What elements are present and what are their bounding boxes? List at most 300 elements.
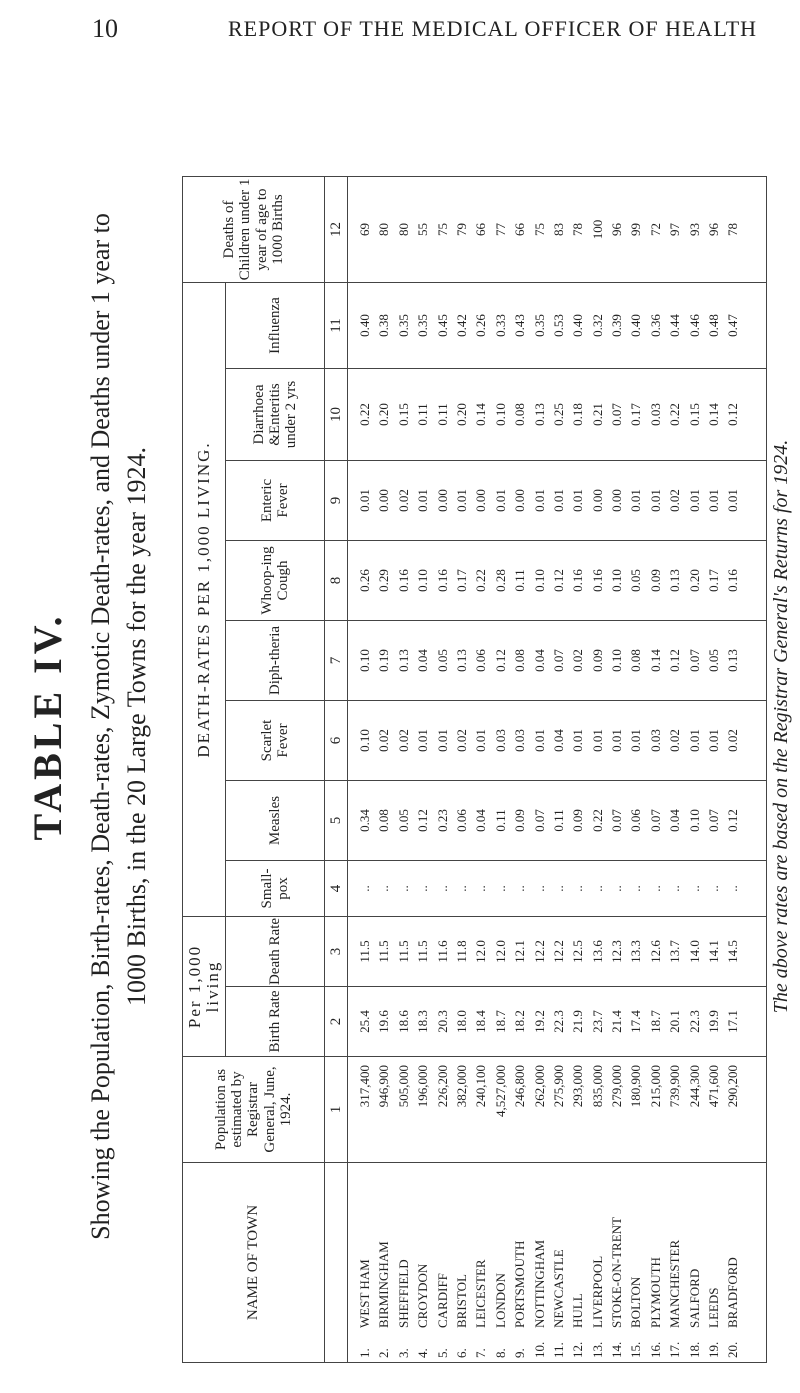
cell-smallpox: .. bbox=[667, 885, 683, 892]
colnum-1: 1 bbox=[325, 1057, 348, 1163]
cell-diph: 0.14 bbox=[647, 649, 663, 672]
cell-smallpox: .. bbox=[725, 885, 741, 892]
cell-diarr: 0.11 bbox=[434, 403, 450, 426]
cell-measles: 0.07 bbox=[706, 809, 722, 832]
cell-diph: 0.19 bbox=[376, 649, 392, 672]
cell-pop: 4,527,000 bbox=[492, 1065, 508, 1117]
cell-town bbox=[358, 1163, 377, 1362]
cell-town bbox=[649, 1163, 668, 1362]
cell-measles: 0.06 bbox=[453, 809, 469, 832]
town-name: PLYMOUTH bbox=[647, 1257, 663, 1328]
rotated-page bbox=[0, 60, 800, 1393]
cell-infl: 0.35 bbox=[531, 314, 547, 337]
column-smallpox bbox=[358, 861, 746, 916]
column-number-row bbox=[325, 177, 348, 1363]
cell-death: 13.3 bbox=[628, 940, 644, 963]
cell-enteric: 0.00 bbox=[473, 489, 489, 512]
table-subtitle-line-1: Showing the Population, Birth-rates, Death-rates, Zymotic Death-rates, and Deaths under 1 year to bbox=[86, 213, 115, 1240]
cell-town bbox=[688, 1163, 707, 1362]
cell-death: 12.2 bbox=[531, 940, 547, 963]
cell-measles: 0.04 bbox=[667, 809, 683, 832]
cell-enteric: 0.01 bbox=[570, 489, 586, 512]
column-death-rate bbox=[358, 917, 746, 986]
cell-birth: 18.4 bbox=[473, 1010, 489, 1033]
header-smallpox: Small-pox bbox=[226, 861, 325, 917]
cell-diarr: 0.22 bbox=[667, 403, 683, 426]
cell-smallpox: .. bbox=[706, 885, 722, 892]
cell-enteric: 0.01 bbox=[415, 489, 431, 512]
cell-scarlet: 0.01 bbox=[531, 729, 547, 752]
cell-pop: 317,400 bbox=[357, 1065, 372, 1108]
cell-infant: 100 bbox=[589, 219, 605, 240]
cell-birth: 21.4 bbox=[609, 1010, 625, 1033]
cell-smallpox: .. bbox=[395, 885, 411, 892]
cell-pop: 215,000 bbox=[647, 1065, 663, 1108]
cell-death: 12.0 bbox=[473, 940, 489, 963]
cell-birth: 18.3 bbox=[415, 1010, 431, 1033]
cell-smallpox: .. bbox=[531, 885, 547, 892]
cell-town bbox=[436, 1163, 455, 1362]
cell-birth: 18.2 bbox=[512, 1010, 528, 1033]
cell-pop: 293,000 bbox=[570, 1065, 586, 1108]
cell-whoop: 0.16 bbox=[570, 569, 586, 592]
cell-infant: 96 bbox=[706, 223, 722, 236]
cell-infant: 75 bbox=[531, 223, 547, 236]
cell-scarlet: 0.03 bbox=[492, 729, 508, 752]
cell-diph: 0.12 bbox=[667, 649, 683, 672]
cell-enteric: 0.01 bbox=[706, 489, 722, 512]
header-influenza: Influenza bbox=[226, 283, 325, 369]
cell-scarlet: 0.02 bbox=[453, 729, 469, 752]
cell-scarlet: 0.10 bbox=[357, 729, 372, 752]
cell-enteric: 0.00 bbox=[376, 489, 392, 512]
cell-infl: 0.40 bbox=[357, 314, 372, 337]
cell-diph: 0.10 bbox=[609, 649, 625, 672]
cell-infl: 0.35 bbox=[395, 314, 411, 337]
cell-smallpox: .. bbox=[357, 885, 372, 892]
cell-pop: 505,000 bbox=[395, 1065, 411, 1108]
colnum-3: 3 bbox=[325, 917, 348, 987]
cell-death: 11.8 bbox=[453, 940, 469, 963]
cell-birth: 17.4 bbox=[628, 1010, 644, 1033]
cell-enteric: 0.02 bbox=[667, 489, 683, 512]
cell-whoop: 0.09 bbox=[647, 569, 663, 592]
colnum-town bbox=[325, 1163, 348, 1363]
table-title: TABLE IV. bbox=[25, 612, 70, 841]
cell-scarlet: 0.01 bbox=[415, 729, 431, 752]
colnum-5: 5 bbox=[325, 781, 348, 861]
cell-whoop: 0.10 bbox=[415, 569, 431, 592]
header-infant-deaths: Deaths of Children under 1 year of age to 1000 Births bbox=[183, 177, 325, 283]
column-enteric-fever bbox=[358, 461, 746, 540]
cell-measles: 0.12 bbox=[415, 809, 431, 832]
rotated-table-area bbox=[0, 60, 800, 1393]
cell-birth: 25.4 bbox=[357, 1010, 372, 1033]
header-birth-rate: Birth Rate bbox=[226, 987, 325, 1057]
cell-pop: 382,000 bbox=[453, 1065, 469, 1108]
cell-infant: 80 bbox=[376, 223, 392, 236]
cell-infl: 0.33 bbox=[492, 314, 508, 337]
town-name: BIRMINGHAM bbox=[376, 1241, 392, 1328]
colnum-9: 9 bbox=[325, 461, 348, 541]
header-diphtheria: Diph-theria bbox=[226, 621, 325, 701]
cell-diph: 0.05 bbox=[434, 649, 450, 672]
cell-birth: 22.3 bbox=[550, 1010, 566, 1033]
column-birth-rate bbox=[358, 987, 746, 1056]
cell-death: 12.0 bbox=[492, 940, 508, 963]
town-name: NEWCASTLE bbox=[550, 1249, 566, 1328]
header-death-rates-group: DEATH-RATES PER 1,000 LIVING. bbox=[183, 283, 226, 917]
cell-smallpox: .. bbox=[473, 885, 489, 892]
cell-infl: 0.26 bbox=[473, 314, 489, 337]
cell-town bbox=[494, 1163, 513, 1362]
cell-pop: 180,900 bbox=[628, 1065, 644, 1108]
cell-diarr: 0.20 bbox=[376, 403, 392, 426]
cell-infl: 0.43 bbox=[512, 314, 528, 337]
cell-measles: 0.07 bbox=[609, 809, 625, 832]
cell-town bbox=[455, 1163, 474, 1362]
statistics-table bbox=[182, 176, 767, 1363]
cell-town bbox=[571, 1163, 590, 1362]
cell-pop: 739,900 bbox=[667, 1065, 683, 1108]
cell-whoop: 0.16 bbox=[434, 569, 450, 592]
cell-whoop: 0.10 bbox=[531, 569, 547, 592]
cell-whoop: 0.28 bbox=[492, 569, 508, 592]
cell-smallpox: .. bbox=[415, 885, 431, 892]
row-index: 19. bbox=[706, 1341, 722, 1358]
cell-birth: 17.1 bbox=[725, 1010, 741, 1033]
cell-diarr: 0.03 bbox=[647, 403, 663, 426]
row-index: 11. bbox=[550, 1342, 566, 1358]
cell-town bbox=[726, 1163, 745, 1362]
cell-birth: 21.9 bbox=[570, 1010, 586, 1033]
cell-smallpox: .. bbox=[512, 885, 528, 892]
cell-diarr: 0.18 bbox=[570, 403, 586, 426]
cell-scarlet: 0.01 bbox=[609, 729, 625, 752]
cell-whoop: 0.11 bbox=[512, 569, 528, 592]
cell-town bbox=[416, 1163, 435, 1362]
cell-infl: 0.45 bbox=[434, 314, 450, 337]
cell-enteric: 0.00 bbox=[434, 489, 450, 512]
cell-death: 14.5 bbox=[725, 940, 741, 963]
cell-measles: 0.09 bbox=[570, 809, 586, 832]
cell-infl: 0.42 bbox=[453, 314, 469, 337]
row-index: 13. bbox=[589, 1341, 605, 1358]
cell-measles: 0.12 bbox=[725, 809, 741, 832]
row-index: 5. bbox=[434, 1348, 450, 1358]
cell-birth: 18.6 bbox=[395, 1010, 411, 1033]
cell-infant: 96 bbox=[609, 223, 625, 236]
cell-death: 12.3 bbox=[609, 940, 625, 963]
colnum-12: 12 bbox=[325, 177, 348, 283]
cell-scarlet: 0.01 bbox=[570, 729, 586, 752]
cell-pop: 946,900 bbox=[376, 1065, 392, 1108]
town-name: PORTSMOUTH bbox=[512, 1240, 528, 1328]
cell-smallpox: .. bbox=[376, 885, 392, 892]
cell-infl: 0.48 bbox=[706, 314, 722, 337]
colnum-2: 2 bbox=[325, 987, 348, 1057]
cell-death: 11.5 bbox=[376, 940, 392, 963]
cell-smallpox: .. bbox=[609, 885, 625, 892]
cell-enteric: 0.01 bbox=[725, 489, 741, 512]
town-name: CROYDON bbox=[415, 1263, 431, 1328]
cell-pop: 196,000 bbox=[415, 1065, 431, 1108]
cell-measles: 0.11 bbox=[492, 809, 508, 832]
row-index: 18. bbox=[686, 1341, 702, 1358]
cell-scarlet: 0.01 bbox=[473, 729, 489, 752]
row-index: 4. bbox=[415, 1348, 431, 1358]
cell-birth: 20.1 bbox=[667, 1010, 683, 1033]
cell-infl: 0.46 bbox=[686, 314, 702, 337]
cell-whoop: 0.29 bbox=[376, 569, 392, 592]
cell-enteric: 0.01 bbox=[550, 489, 566, 512]
cell-town bbox=[552, 1163, 571, 1362]
row-index: 1. bbox=[357, 1348, 372, 1358]
cell-death: 13.6 bbox=[589, 940, 605, 963]
header-enteric-fever: Enteric Fever bbox=[226, 461, 325, 541]
cell-scarlet: 0.04 bbox=[550, 729, 566, 752]
cell-measles: 0.06 bbox=[628, 809, 644, 832]
cell-whoop: 0.10 bbox=[609, 569, 625, 592]
colnum-4: 4 bbox=[325, 861, 348, 917]
cell-diph: 0.09 bbox=[589, 649, 605, 672]
header-group-row bbox=[183, 177, 226, 1363]
cell-whoop: 0.20 bbox=[686, 569, 702, 592]
cell-pop: 240,100 bbox=[473, 1065, 489, 1108]
row-index: 8. bbox=[492, 1348, 508, 1358]
cell-enteric: 0.01 bbox=[686, 489, 702, 512]
cell-diarr: 0.12 bbox=[725, 403, 741, 426]
cell-diph: 0.04 bbox=[415, 649, 431, 672]
cell-measles: 0.10 bbox=[686, 809, 702, 832]
cell-pop: 244,300 bbox=[686, 1065, 702, 1108]
cell-infl: 0.35 bbox=[415, 314, 431, 337]
town-name: BOLTON bbox=[628, 1276, 644, 1328]
cell-diarr: 0.21 bbox=[589, 403, 605, 426]
cell-pop: 471,600 bbox=[706, 1065, 722, 1108]
header-town: NAME OF TOWN bbox=[183, 1163, 325, 1363]
column-whooping-cough bbox=[358, 541, 746, 620]
cell-infant: 72 bbox=[647, 223, 663, 236]
cell-pop: 246,800 bbox=[512, 1065, 528, 1108]
column-population bbox=[358, 1057, 746, 1162]
cell-whoop: 0.12 bbox=[550, 569, 566, 592]
column-influenza bbox=[358, 283, 746, 368]
cell-smallpox: .. bbox=[686, 885, 702, 892]
cell-birth: 22.3 bbox=[686, 1010, 702, 1033]
cell-pop: 290,200 bbox=[725, 1065, 741, 1108]
cell-infant: 83 bbox=[550, 223, 566, 236]
cell-infant: 69 bbox=[357, 223, 372, 236]
cell-diph: 0.12 bbox=[492, 649, 508, 672]
cell-whoop: 0.16 bbox=[589, 569, 605, 592]
cell-enteric: 0.01 bbox=[531, 489, 547, 512]
cell-pop: 226,200 bbox=[434, 1065, 450, 1108]
cell-death: 12.1 bbox=[512, 940, 528, 963]
cell-scarlet: 0.02 bbox=[376, 729, 392, 752]
header-whooping-cough: Whoop-ing Cough bbox=[226, 541, 325, 621]
cell-death: 12.5 bbox=[570, 940, 586, 963]
town-name: BRADFORD bbox=[725, 1257, 741, 1328]
cell-pop: 279,000 bbox=[609, 1065, 625, 1108]
cell-enteric: 0.01 bbox=[628, 489, 644, 512]
cell-birth: 19.6 bbox=[376, 1010, 392, 1033]
row-index: 15. bbox=[628, 1341, 644, 1358]
column-scarlet-fever bbox=[358, 701, 746, 780]
cell-diarr: 0.14 bbox=[473, 403, 489, 426]
cell-diarr: 0.10 bbox=[492, 403, 508, 426]
cell-pop: 835,000 bbox=[589, 1065, 605, 1108]
header-diarrhoea: Diarrhoea &Enteritis under 2 yrs bbox=[226, 369, 325, 461]
cell-whoop: 0.17 bbox=[706, 569, 722, 592]
table-body-row bbox=[348, 177, 767, 1363]
cell-infant: 93 bbox=[686, 223, 702, 236]
cell-infant: 78 bbox=[570, 223, 586, 236]
cell-enteric: 0.00 bbox=[609, 489, 625, 512]
cell-smallpox: .. bbox=[492, 885, 508, 892]
town-name: LONDON bbox=[492, 1273, 508, 1328]
cell-infl: 0.53 bbox=[550, 314, 566, 337]
cell-infant: 80 bbox=[395, 223, 411, 236]
running-title: REPORT OF THE MEDICAL OFFICER OF HEALTH bbox=[228, 16, 758, 41]
cell-enteric: 0.02 bbox=[395, 489, 411, 512]
cell-enteric: 0.01 bbox=[492, 489, 508, 512]
cell-infant: 77 bbox=[492, 223, 508, 236]
cell-diarr: 0.07 bbox=[609, 403, 625, 426]
cell-diph: 0.06 bbox=[473, 649, 489, 672]
row-index: 3. bbox=[395, 1348, 411, 1358]
cell-town bbox=[513, 1163, 532, 1362]
row-index: 9. bbox=[512, 1348, 528, 1358]
cell-death: 11.5 bbox=[395, 940, 411, 963]
cell-town bbox=[629, 1163, 648, 1362]
town-name: STOKE-ON-TRENT bbox=[609, 1217, 625, 1328]
cell-diarr: 0.22 bbox=[357, 403, 372, 426]
column-diarrhoea bbox=[358, 369, 746, 460]
cell-diarr: 0.13 bbox=[531, 403, 547, 426]
cell-town bbox=[610, 1163, 629, 1362]
row-index: 16. bbox=[647, 1341, 663, 1358]
row-index: 14. bbox=[609, 1341, 625, 1358]
cell-infl: 0.44 bbox=[667, 314, 683, 337]
town-name: CARDIFF bbox=[434, 1273, 450, 1328]
cell-measles: 0.22 bbox=[589, 809, 605, 832]
cell-birth: 23.7 bbox=[589, 1010, 605, 1033]
cell-enteric: 0.01 bbox=[453, 489, 469, 512]
town-name: NOTTINGHAM bbox=[531, 1239, 547, 1328]
colnum-8: 8 bbox=[325, 541, 348, 621]
cell-diph: 0.13 bbox=[725, 649, 741, 672]
cell-diarr: 0.20 bbox=[453, 403, 469, 426]
cell-death: 14.1 bbox=[706, 940, 722, 963]
cell-diarr: 0.15 bbox=[395, 403, 411, 426]
town-name: LIVERPOOL bbox=[589, 1255, 605, 1328]
cell-infant: 99 bbox=[628, 223, 644, 236]
page-header bbox=[0, 0, 800, 56]
cell-smallpox: .. bbox=[434, 885, 450, 892]
column-measles bbox=[358, 781, 746, 860]
cell-smallpox: .. bbox=[453, 885, 469, 892]
cell-enteric: 0.01 bbox=[357, 489, 372, 512]
cell-smallpox: .. bbox=[589, 885, 605, 892]
cell-measles: 0.23 bbox=[434, 809, 450, 832]
cell-measles: 0.08 bbox=[376, 809, 392, 832]
cell-town bbox=[533, 1163, 552, 1362]
cell-town bbox=[397, 1163, 416, 1362]
town-name: MANCHESTER bbox=[667, 1239, 683, 1328]
cell-whoop: 0.13 bbox=[667, 569, 683, 592]
cell-town bbox=[668, 1163, 687, 1362]
row-index: 10. bbox=[531, 1341, 547, 1358]
cell-smallpox: .. bbox=[550, 885, 566, 892]
town-name: HULL bbox=[570, 1293, 586, 1328]
cell-diph: 0.10 bbox=[357, 649, 372, 672]
cell-scarlet: 0.02 bbox=[667, 729, 683, 752]
cell-measles: 0.07 bbox=[531, 809, 547, 832]
cell-infant: 66 bbox=[512, 223, 528, 236]
header-measles: Measles bbox=[226, 781, 325, 861]
cell-diarr: 0.08 bbox=[512, 403, 528, 426]
cell-infl: 0.47 bbox=[725, 314, 741, 337]
row-index: 7. bbox=[473, 1348, 489, 1358]
cell-birth: 18.7 bbox=[647, 1010, 663, 1033]
cell-birth: 20.3 bbox=[434, 1010, 450, 1033]
cell-smallpox: .. bbox=[570, 885, 586, 892]
cell-whoop: 0.16 bbox=[725, 569, 741, 592]
cell-infant: 78 bbox=[725, 223, 741, 236]
cell-birth: 18.7 bbox=[492, 1010, 508, 1033]
colnum-7: 7 bbox=[325, 621, 348, 701]
cell-pop: 275,900 bbox=[550, 1065, 566, 1108]
town-name: LEEDS bbox=[706, 1287, 722, 1328]
cell-diarr: 0.17 bbox=[628, 403, 644, 426]
cell-whoop: 0.05 bbox=[628, 569, 644, 592]
cell-scarlet: 0.01 bbox=[589, 729, 605, 752]
row-index: 6. bbox=[453, 1348, 469, 1358]
cell-diph: 0.02 bbox=[570, 649, 586, 672]
cell-infl: 0.39 bbox=[609, 314, 625, 337]
cell-infl: 0.40 bbox=[628, 314, 644, 337]
cell-measles: 0.34 bbox=[357, 809, 372, 832]
cell-death: 11.6 bbox=[434, 940, 450, 963]
header-per-1000-living: Per 1,000 living bbox=[183, 917, 226, 1057]
cell-diph: 0.13 bbox=[453, 649, 469, 672]
cell-smallpox: .. bbox=[647, 885, 663, 892]
column-diphtheria bbox=[358, 621, 746, 700]
cell-infl: 0.38 bbox=[376, 314, 392, 337]
cell-birth: 19.2 bbox=[531, 1010, 547, 1033]
cell-death: 12.2 bbox=[550, 940, 566, 963]
cell-diph: 0.04 bbox=[531, 649, 547, 672]
row-index: 20. bbox=[725, 1341, 741, 1358]
page-number: 10 bbox=[92, 14, 118, 43]
cell-town bbox=[377, 1163, 396, 1362]
cell-scarlet: 0.02 bbox=[395, 729, 411, 752]
row-index: 2. bbox=[376, 1348, 392, 1358]
cell-infl: 0.32 bbox=[589, 314, 605, 337]
cell-whoop: 0.16 bbox=[395, 569, 411, 592]
cell-scarlet: 0.01 bbox=[434, 729, 450, 752]
cell-infant: 97 bbox=[667, 223, 683, 236]
cell-whoop: 0.17 bbox=[453, 569, 469, 592]
cell-whoop: 0.22 bbox=[473, 569, 489, 592]
cell-infant: 55 bbox=[415, 223, 431, 236]
cell-death: 13.7 bbox=[667, 940, 683, 963]
cell-diarr: 0.14 bbox=[706, 403, 722, 426]
cell-scarlet: 0.03 bbox=[647, 729, 663, 752]
cell-scarlet: 0.01 bbox=[686, 729, 702, 752]
cell-infl: 0.36 bbox=[647, 314, 663, 337]
